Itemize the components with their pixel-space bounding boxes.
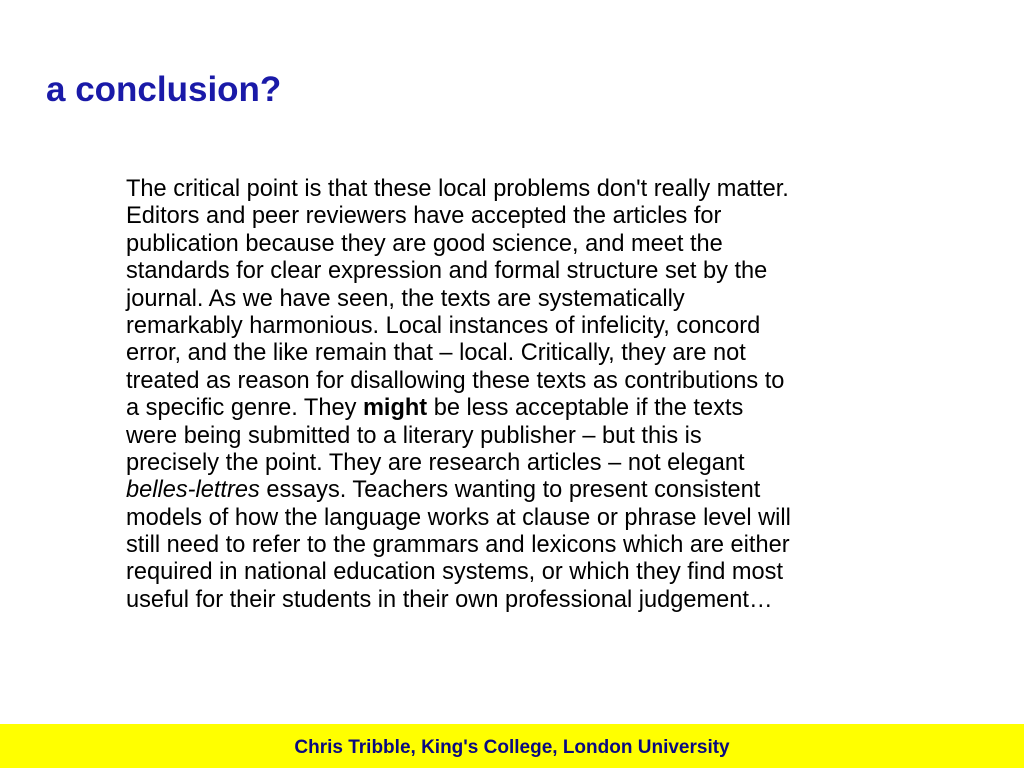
body-line: publication because they are good science, and meet the: [126, 230, 723, 257]
body-line: journal. As we have seen, the texts are systematically: [126, 285, 685, 312]
body-line: Editors and peer reviewers have accepted the articles for: [126, 203, 722, 230]
body-line: error, and the like remain that – local. Critically, they are not: [126, 340, 746, 367]
body-line: required in national education systems, or which they find most: [126, 559, 784, 586]
body-text-segment: be less acceptable if the texts: [427, 395, 744, 422]
body-line: models of how the language works at clause or phrase level will: [126, 504, 791, 531]
body-line: remarkably harmonious. Local instances of infelicity, concord: [126, 312, 761, 339]
body-paragraph: [126, 176, 946, 614]
emphasis-belles-lettres: belles-lettres: [126, 477, 260, 504]
body-line: treated as reason for disallowing these texts as contributions to: [126, 367, 785, 394]
body-line: The critical point is that these local problems don't really matter.: [126, 176, 789, 202]
body-line: still need to refer to the grammars and lexicons which are either: [126, 532, 790, 559]
body-text-segment: a specific genre. They: [126, 395, 363, 422]
body-line: [126, 395, 946, 422]
footer-credit: Chris Tribble, King's College, London University: [294, 737, 730, 758]
emphasis-might: might: [362, 395, 428, 422]
slide-title: a conclusion?: [46, 70, 282, 109]
footer-bar: [0, 724, 1024, 768]
body-line: were being submitted to a literary publisher – but this is: [126, 422, 702, 449]
body-text-segment: essays. Teachers wanting to present consistent: [259, 477, 761, 504]
body-line: [126, 477, 946, 504]
body-line: useful for their students in their own professional judgement…: [126, 586, 773, 613]
body-line: standards for clear expression and formal structure set by the: [126, 258, 768, 285]
body-line: precisely the point. They are research articles – not elegant: [126, 449, 745, 476]
